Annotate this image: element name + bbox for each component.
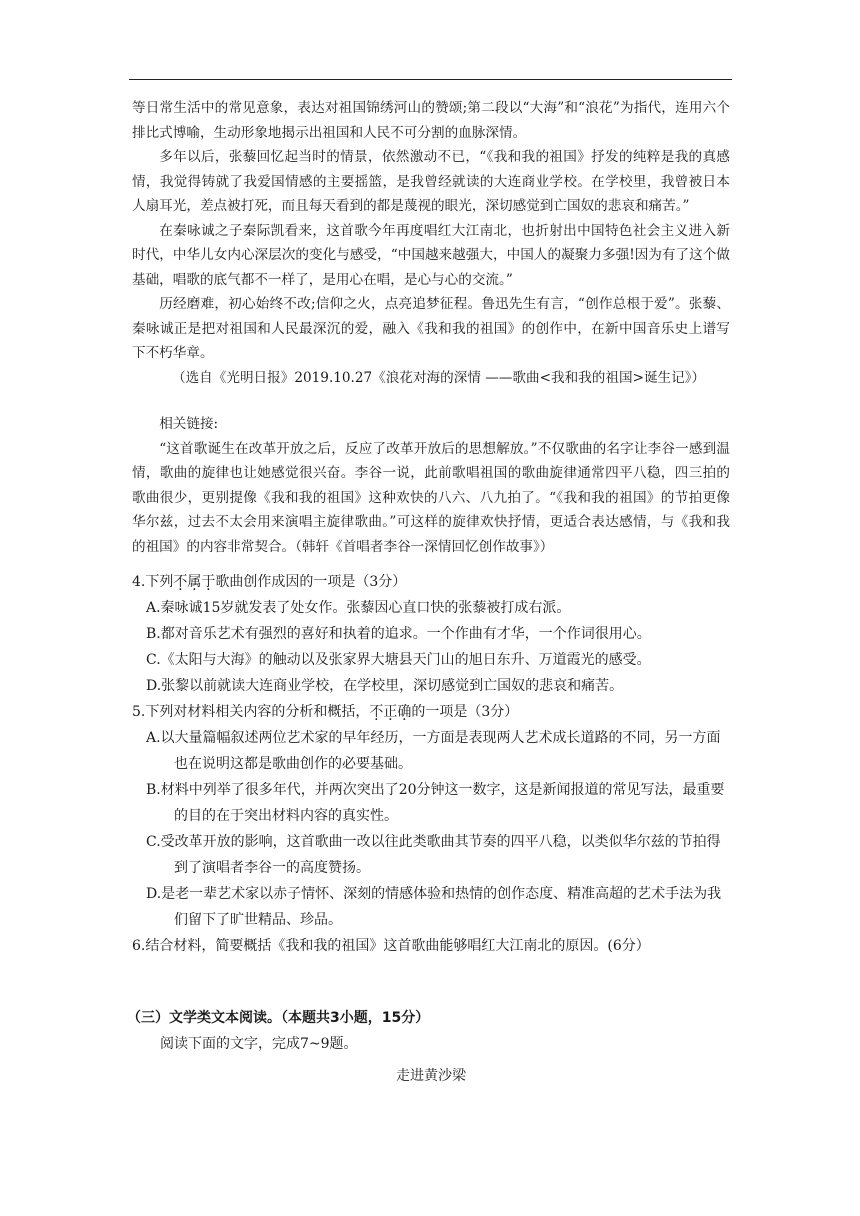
article-paragraph-4: 历经磨难，初心始终不改;信仰之火，点亮追梦征程。鲁迅先生有言，“创作总根于爱”。张藜、秦咏诚正是把对祖国和人民最深沉的爱，融入《我和我的祖国》的创作中，在新中国音乐史上谱写下不朽华章。 [132,296,730,361]
question-5-option-c: C.受改革开放的影响，这首歌曲一改以往此类歌曲其节奏的四平八稳，以类似华尔兹的节拍得到了演唱者李谷一的高度赞扬。 [146,834,721,876]
section-3-instruction: 阅读下面的文字，完成7~9题。 [160,1036,358,1052]
link-body: “这首歌诞生在改革开放之后，反应了改革开放后的思想解放。”不仅歌曲的名字让李谷一感到温情，歌曲的旋律也让她感觉很兴奋。李谷一说，此前歌唱祖国的歌曲旋律通常四平八稳，四三拍的歌曲很少，更别提像《我和我的祖国》这种欢快的八六、八九拍了。“《我和我的祖国》的节拍更像华尔兹，过去不太会用来演唱主旋律歌曲。”可这样的旋律欢快抒情，更适合表达感情，与《我和我的祖国》的内容非常契合。（韩轩《首唱者李谷一深情回忆创作故事》） [132,440,730,555]
emphasis-char: 于 [201,574,216,590]
section-3-heading: （三）文学类文本阅读。（本题共3小题，15分） [127,1010,430,1026]
header-rule [129,79,732,80]
article-paragraph-3: 在秦咏诚之子秦际凯看来，这首歌今年再度唱红大江南北，也折射出中国特色社会主义进入新时代，中华儿女内心深层次的变化与感受，“中国越来越强大，中国人的凝聚力多强!因为有了这个做基础，唱歌的底气都不一样了，是用心在唱，是心与心的交流。” [132,222,730,288]
question-4-option-c: C.《太阳与大海》的触动以及张家界大塘县天门山的旭日东升、万道霞光的感受。 [146,652,651,668]
question-6: 6.结合材料，简要概括《我和我的祖国》这首歌曲能够唱红大江南北的原因。(6分） [132,938,650,954]
question-4-stem: 4.下列不属于歌曲创作成因的一项是（3分） [132,574,407,590]
emphasis-char: 确 [397,704,412,720]
question-5-option-a: A.以大量篇幅叙述两位艺术家的早年经历，一方面是表现两人艺术成长道路的不同，另一方面也在说明这都是歌曲创作的必要基础。 [146,730,721,772]
emphasis-char: 正 [383,704,398,720]
article-source: （选自《光明日报》2019.10.27《浪花对海的深情 ——歌曲<我和我的祖国>诞生记》） [172,369,706,386]
emphasis-char: 不 [173,574,188,590]
question-4-option-b: B.都对音乐艺术有强烈的喜好和执着的追求。一个作曲有才华，一个作词很用心。 [146,626,651,642]
section-3-title: 走进黄沙梁 [396,1068,466,1084]
question-4-option-a: A.秦咏诚15岁就发表了处女作。张藜因心直口快的张藜被打成右派。 [146,600,571,616]
question-5-stem: 5.下列对材料相关内容的分析和概括，不正确的一项是（3分） [132,704,519,720]
question-5-option-b: B.材料中列举了很多年代，并两次突出了20分钟这一数字，这是新闻报道的常见写法，最重要的目的在于突出材料内容的真实性。 [146,782,725,824]
question-5-option-d: D.是老一辈艺术家以赤子情怀、深刻的情感体验和热情的创作态度、精准高超的艺术手法为我们留下了旷世精品、珍品。 [146,886,722,928]
link-heading: 相关链接: [159,416,219,432]
question-4-option-d: D.张黎以前就读大连商业学校，在学校里，深切感觉到亡国奴的悲哀和痛苦。 [146,678,624,694]
document-page [127,96,730,1089]
emphasis-char: 不 [369,704,384,720]
article-paragraph-2: 多年以后，张藜回忆起当时的情景，依然激动不已，“《我和我的祖国》抒发的纯粹是我的真感情，我觉得铸就了我爱国情感的主要摇篮，是我曾经就读的大连商业学校。在学校里，我曾被日本人扇耳光，差点被打死，而且每天看到的都是蔑视的眼光，深切感觉到亡国奴的悲哀和痛苦。” [132,149,730,214]
article-paragraph-1: 等日常生活中的常见意象，表达对祖国锦绣河山的赞颂;第二段以“大海”和“浪花”为指代，连用六个排比式博喻，生动形象地揭示出祖国和人民不可分割的血脉深情。 [132,100,730,141]
emphasis-char: 属 [187,574,202,590]
